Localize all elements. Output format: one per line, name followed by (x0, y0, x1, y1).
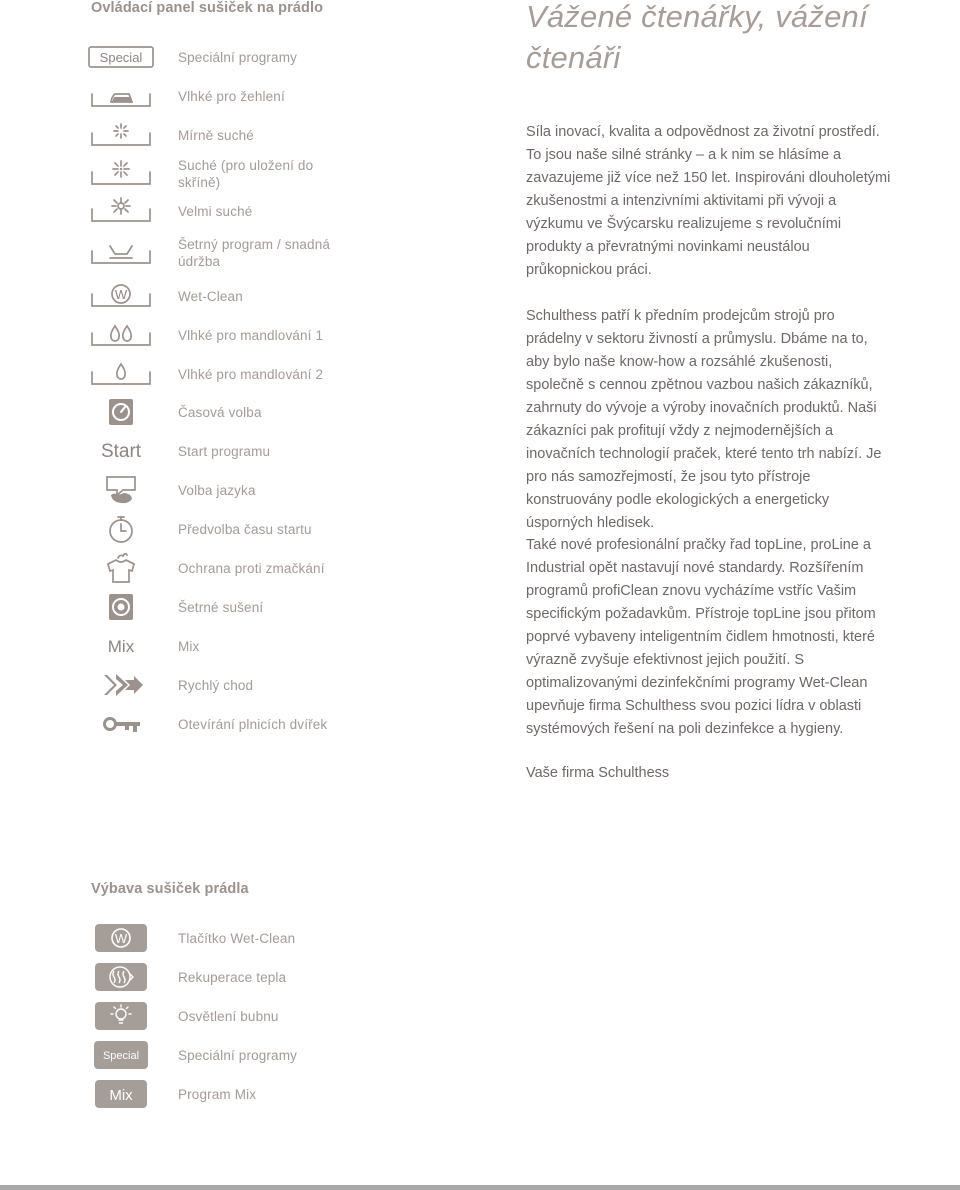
legend-item-fast (88, 668, 488, 702)
legend-label: Velmi suché (178, 203, 253, 219)
legend-item-wet-clean (88, 279, 488, 313)
clock-icon (88, 512, 154, 546)
special-badge-text: Special (99, 50, 143, 65)
legend-label: Šetrné sušení (178, 599, 264, 615)
wet-clean-w-icon (88, 279, 154, 313)
legend-label: Vlhké pro žehlení (178, 88, 285, 104)
gentle-bowl-icon (88, 236, 154, 270)
equipment-label: Osvětlení bubnu (178, 1008, 279, 1024)
legend-item-two-drops (88, 318, 488, 352)
legend-item-mix (88, 629, 488, 663)
sun-medium-icon (88, 157, 154, 191)
legend-label: Otevírání plnicích dvířek (178, 716, 328, 732)
legend-label: Mix (178, 638, 200, 654)
wet-clean-button-text: W (114, 931, 128, 946)
letter-heading: Vážené čtenářky, vážení čtenáři (526, 0, 868, 75)
legend-label: Časová volba (178, 404, 262, 420)
legend-item-anti-crease (88, 551, 488, 585)
equipment-item-drum-light (88, 999, 488, 1033)
equipment-title: Výbava sušiček prádla (91, 881, 249, 897)
legend-label: Vlhké pro mandlování 2 (178, 366, 324, 382)
legend-item-iron (88, 79, 488, 113)
fast-forward-icon (88, 668, 154, 702)
equipment-label: Program Mix (178, 1086, 257, 1102)
legend-item-one-drop (88, 357, 488, 391)
letter-paragraph-1: Síla inovací, kvalita a odpovědnost za životní prostředí. To jsou naše silné stránky – a k nim se hlásíme a zavazujeme již více než 150 let. Inspirováni dlouholetými zkušenostmi a intenzivními aktivitami při vývoji a výzkumu ve Švýcarsku realizujeme s revolučními produkty a převratnými novinkami neustálou průkopnickou práci. (526, 124, 891, 278)
two-drops-icon (88, 318, 154, 352)
equipment-item-special (88, 1038, 488, 1072)
legend-item-gentle-drying (88, 590, 488, 624)
mix-button-text: Mix (109, 1087, 133, 1104)
legend-item-sun-medium (88, 157, 488, 191)
one-drop-icon (88, 357, 154, 391)
start-text-icon (88, 434, 154, 468)
legend-item-sun-small (88, 118, 488, 152)
drum-light-icon (88, 999, 154, 1033)
legend-label: Volba jazyka (178, 482, 256, 498)
sun-large-icon (88, 194, 154, 228)
letter-paragraph-2: Schulthess patří k předním prodejcům strojů pro prádelny v sektoru živností a průmyslu. Dbáme na to, aby bylo naše know-how a rozsáhlé zkušenosti, společně s cennou zpětnou vazbou našich zákazníků, zahrnuty do vývoje a výroby inovačních produktů. Naši zákazníci pak profitují vždy z nejmodernějších a inovačních technologií praček, které tento trh nabízí. Je pro nás samozřejmostí, že jsou tyto přístroje konstruovány podle ekologických a energeticky úsporných hledisek. (526, 308, 882, 531)
mix-text-icon (88, 629, 154, 663)
key-icon (88, 707, 154, 741)
equipment-item-mix (88, 1077, 488, 1111)
legend-item-start-delay (88, 512, 488, 546)
dial-icon (88, 395, 154, 429)
letter-signature: Vaše firma Schulthess (526, 765, 670, 781)
legend-label: Start programu (178, 443, 271, 459)
equipment-item-wet-clean (88, 921, 488, 955)
legend-label: Rychlý chod (178, 677, 254, 693)
wet-clean-button-icon (88, 921, 154, 955)
mix-button-icon (88, 1077, 154, 1111)
letter-paragraph-3: Také nové profesionální pračky řad topLine, proLine a Industrial opět nastavují nové standardy. Rozšířením programů profiClean znovu vycházíme vstříc Vašim specifickým požadavkům. Přístroje topLine jsou přitom poprvé vybaveny inteligentním čidlem hmotnosti, které výrazně zvyšuje efektivnost jejich použití. S optimalizovanými dezinfekčními programy Wet-Clean upevňuje firma Schulthess svou pozici lídra v oblasti systémových řešení na poli dezinfekce a hygieny. (526, 537, 876, 737)
special-button-text: Special (102, 1050, 140, 1062)
equipment-label: Speciální programy (178, 1047, 298, 1063)
legend-item-gentle (88, 236, 488, 270)
equipment-label: Rekuperace tepla (178, 969, 287, 985)
legend-item-special (88, 40, 488, 74)
legend-item-start (88, 434, 488, 468)
equipment-item-heat-recovery (88, 960, 488, 994)
legend-label: Suché (pro uložení do skříně) (178, 158, 314, 190)
legend-item-language (88, 473, 488, 507)
control-panel-title: Ovládací panel sušiček na prádlo (91, 0, 324, 16)
wet-clean-w-text: W (114, 287, 128, 302)
shirt-icon (88, 551, 154, 585)
mix-text: Mix (107, 637, 135, 656)
gentle-drum-icon (88, 590, 154, 624)
legend-label: Mírně suché (178, 127, 254, 143)
heat-recovery-icon (88, 960, 154, 994)
start-text: Start (100, 441, 142, 462)
legend-label: Ochrana proti zmačkání (178, 560, 325, 576)
legend-item-door-open (88, 707, 488, 741)
equipment-label: Tlačítko Wet-Clean (178, 930, 296, 946)
special-button-icon (88, 1038, 154, 1072)
special-badge-icon (88, 40, 154, 74)
legend-label: Wet-Clean (178, 288, 243, 304)
legend-item-time-selection (88, 395, 488, 429)
legend-label: Šetrný program / snadná údržba (178, 237, 331, 269)
legend-label: Speciální programy (178, 49, 298, 65)
sun-small-icon (88, 118, 154, 152)
iron-icon (88, 79, 154, 113)
language-icon (88, 473, 154, 507)
legend-label: Vlhké pro mandlování 1 (178, 327, 324, 343)
legend-label: Předvolba času startu (178, 521, 312, 537)
page-bottom-bar (0, 1185, 960, 1190)
legend-item-sun-large (88, 194, 488, 228)
